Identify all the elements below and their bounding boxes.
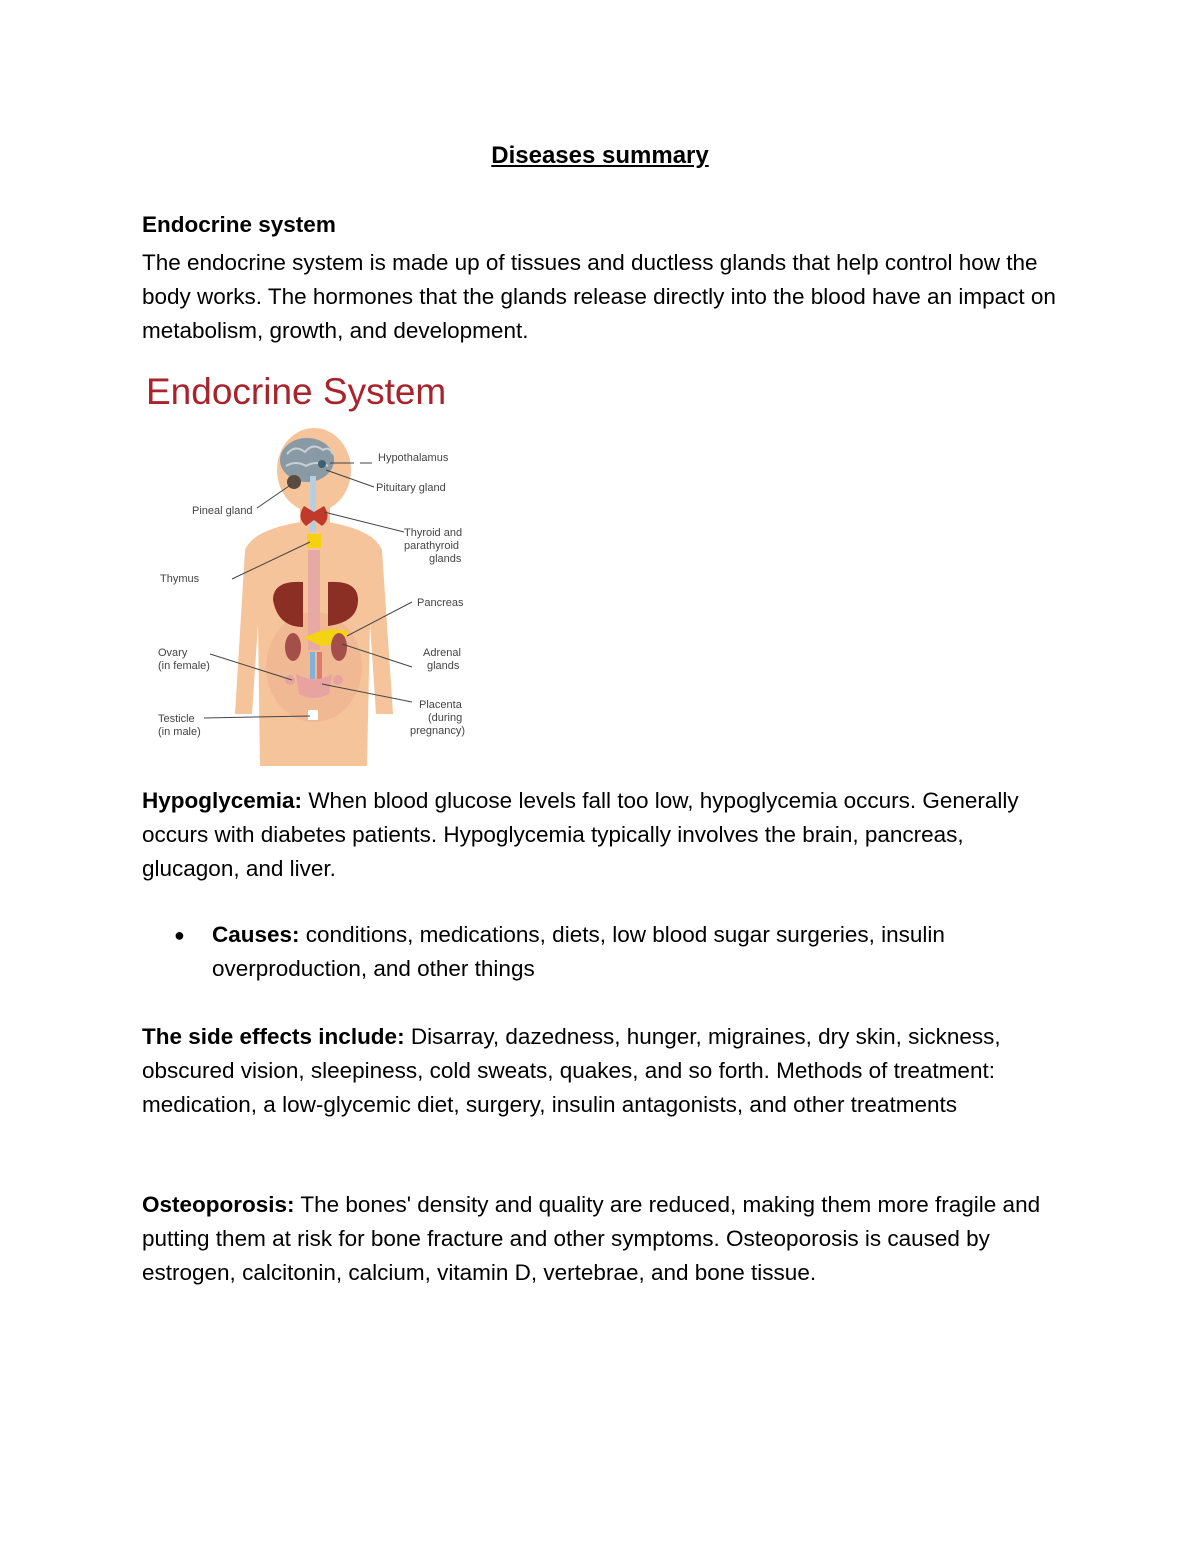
osteoporosis-paragraph xyxy=(142,1188,1062,1290)
label-placenta-2: (during xyxy=(428,712,463,724)
causes-text: conditions, medications, diets, low blood sugar surgeries, insulin overproduction, and other things xyxy=(212,922,945,981)
hypoglycemia-term: Hypoglycemia: xyxy=(142,788,303,813)
hypoglycemia-text: When blood glucose levels fall too low, hypoglycemia occurs. Generally occurs with diabetes patients. Hypoglycemia typically involves the brain, pancreas, glucagon, and liver. xyxy=(142,788,1019,881)
causes-term: Causes: xyxy=(212,922,300,947)
side-effects-term: The side effects include: xyxy=(142,1024,405,1049)
label-pituitary: Pituitary gland xyxy=(376,482,446,494)
label-hypothalamus: Hypothalamus xyxy=(378,452,449,464)
label-thyroid-1: Thyroid and xyxy=(404,527,463,539)
osteoporosis-text: The bones' density and quality are reduced, making them more fragile and putting them at risk for bone fracture and other symptoms. Osteoporosis is caused by estrogen, calcitonin, calcium, vitamin D, vertebrae, and bone tissue. xyxy=(142,1192,1041,1285)
page-title: Diseases summary xyxy=(491,142,709,169)
side-effects-text: Disarray, dazedness, hunger, migraines, dry skin, sickness, obscured vision, sleepiness, cold sweats, quakes, and so forth. Methods of treatment: medication, a low-glycemic diet, surgery, insulin antagonists, and other treatments xyxy=(142,1024,1001,1117)
endocrine-system-diagram xyxy=(142,362,487,772)
label-adrenal-1: Adrenal xyxy=(423,647,461,659)
section-heading-endocrine: Endocrine system xyxy=(142,212,336,237)
label-testicle-2: (in male) xyxy=(158,726,201,738)
label-thymus: Thymus xyxy=(160,573,200,585)
figure-title: Endocrine System xyxy=(146,371,447,412)
label-testicle-1: Testicle xyxy=(158,713,195,725)
label-adrenal-2: glands xyxy=(427,660,460,672)
osteoporosis-term: Osteoporosis: xyxy=(142,1192,295,1217)
bullet-icon: ● xyxy=(174,925,185,945)
endocrine-intro-paragraph: The endocrine system is made up of tissues and ductless glands that help control how the body works. The hormones that the glands release directly into the blood have an impact on metabolism, growth, and development. xyxy=(142,250,1056,343)
label-ovary-1: Ovary xyxy=(158,647,188,659)
label-thyroid-3: glands xyxy=(429,553,462,565)
hypoglycemia-paragraph xyxy=(142,784,1062,886)
label-placenta-1: Placenta xyxy=(419,699,462,711)
label-pancreas: Pancreas xyxy=(417,597,464,609)
label-ovary-2: (in female) xyxy=(158,660,210,672)
list-item xyxy=(142,918,1062,986)
label-thyroid-2: parathyroid xyxy=(404,540,460,552)
label-pineal: Pineal gland xyxy=(192,505,253,517)
side-effects-paragraph xyxy=(142,1020,1062,1122)
label-placenta-3: pregnancy) xyxy=(410,725,466,737)
causes-list xyxy=(142,918,1062,986)
